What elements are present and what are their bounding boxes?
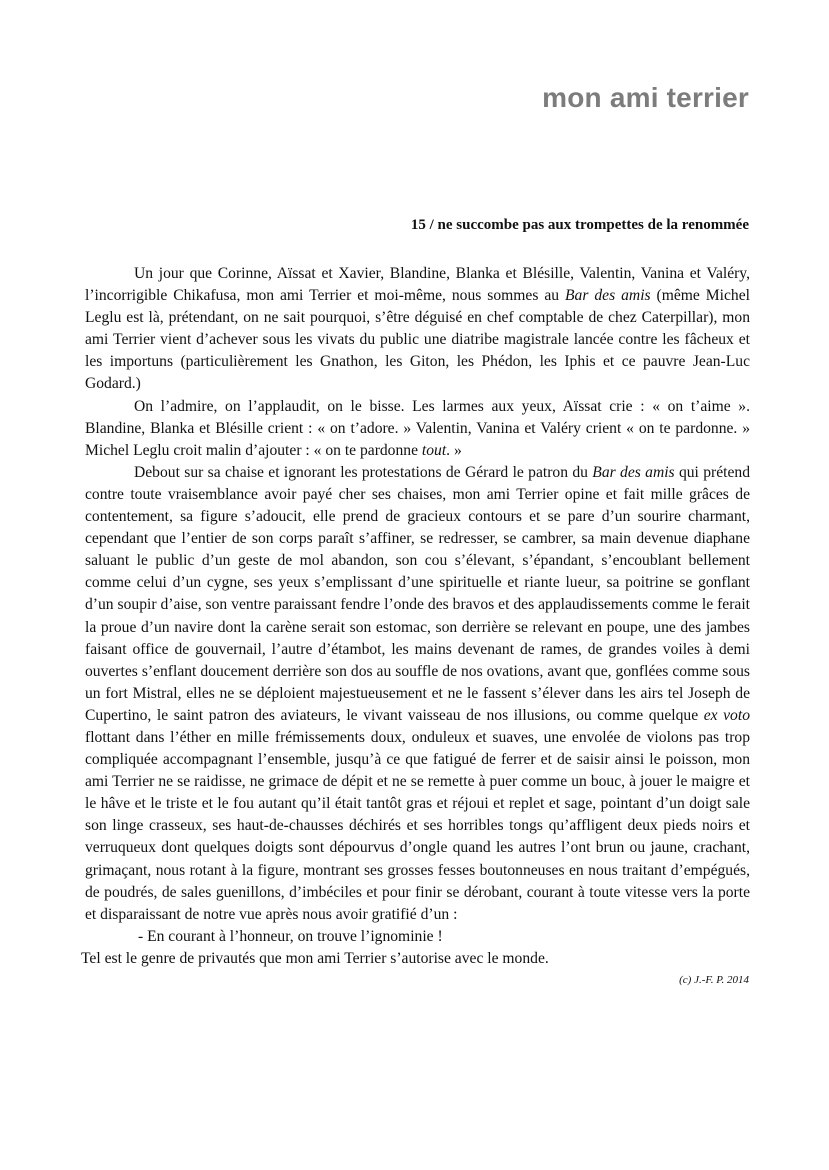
paragraph-3-text-b: qui prétend contre toute vraisemblance avoir payé cher ses chaises, mon ami Terrier opine et fait mille grâces de contentement, sa figure s’adoucit, elle prend de gracieux contours et se pare d’un sourire charmant, cependant que l’entier de son corps paraît s’affiner, se redresser, se cambrer, sa main devenue diaphane saluant le public d’un geste de mol abandon, son cou s’élevant, s’épandant, s’encoublant bellement comme celui d’un cygne, ses yeux s’emplissant d’une spirituelle et riante lueur, sa poitrine se gonflant d’un soupir d’aise, son ventre paraissant fendre l’onde des bravos et des applaudissements comme le ferait la proue d’un navire dont la carène serait son estomac, son derrière se relevant en poupe, une des jambes faisant office de gouvernail, l’autre d’étambot, les mains devenant de rames, de grandes voiles à demi ouvertes s’enflant doucement derrière son dos au souffle de nos ovations, avant que, gonflées comme sous un fort Mistral, elles ne se déploient majestueusement et ne le fassent s’élever dans les airs tel Joseph de Cupertino, le saint patron des aviateurs, le vivant vaisseau de nos illusions, ou comme quelque	[85, 463, 750, 724]
paragraph-2	[85, 396, 750, 462]
paragraph-2-emphasis: tout	[421, 441, 447, 459]
paragraph-2-text-b: . »	[446, 441, 462, 459]
paragraph-1-text-a: Un jour que Corinne, Aïssat et Xavier, Blandine, Blanka et Blésille, Valentin, Vanina et Valéry, l’incorrigible Chikafusa, mon ami Terrier et moi-même, nous sommes au	[85, 265, 750, 305]
quote-line: - En courant à l’honneur, on trouve l’ignominie !	[138, 927, 443, 945]
paragraph-3-text-a: Debout sur sa chaise et ignorant les protestations de Gérard le patron du	[134, 463, 593, 481]
paragraph-3-emphasis-1: Bar des amis	[592, 463, 675, 481]
paragraph-1-emphasis: Bar des amis	[565, 287, 651, 305]
paragraph-1	[85, 263, 750, 396]
paragraph-3	[85, 462, 750, 926]
body-text	[85, 263, 750, 948]
paragraph-1-text-b: (même Michel Leglu est là, prétendant, on ne sait pourquoi, s’être déguisé en chef comptable de chez Caterpillar), mon ami Terrier vient d’achever sous les vivats du public une diatribe magistrale lancée contre les fâcheux et les importuns (particulièrement les Gnathon, les Giton, les Phédon, les Iphis et ce pauvre Jean-Luc Godard.)	[85, 287, 750, 393]
paragraph-3-emphasis-2: ex voto	[703, 706, 750, 724]
paragraph-3-text-c: flottant dans l’éther en mille frémissements doux, onduleux et suaves, une envolée de violons pas trop compliquée accompagnant l’ensemble, jusqu’à ce que fatigué de ferrer et de saisir ainsi le poisson, mon ami Terrier ne se raidisse, ne grimace de dépit et ne se remette à puer comme un bouc, à jouer le maigre et le hâve et le triste et le fou autant qu’il était tantôt gras et réjoui et replet et sage, pointant d’un doigt sale son linge crasseux, ses haut-de-chausses déchirés et ses horribles tongs qu’affligent deux pieds noirs et verruqueux dont quelques doigts sont dépourvus d’ongle quand les autres l’ont brun ou jaune, crachant, grimaçant, nous rotant à la figure, montrant ses grosses fesses boutonneuses en nous traitant d’empégués, de poudrés, de sales guenillons, d’imbéciles et pour finir se dérobant, courant à toute vitesse vers la porte et disparaissant de notre vue après nous avoir gratifié d’un :	[85, 728, 750, 923]
paragraph-2-text-a: On l’admire, on l’applaudit, on le bisse. Les larmes aux yeux, Aïssat crie : « on t’aime ». Blandine, Blanka et Blésille crient : « on t’adore. » Valentin, Vanina et Valéry crient « on te pardonne. » Michel Leglu croit malin d’ajouter : « on te pardonne	[85, 397, 750, 459]
closing-line: Tel est le genre de privautés que mon ami Terrier s’autorise avec le monde.	[81, 950, 549, 967]
page-title: mon ami terrier	[542, 82, 749, 113]
copyright-notice: (c) J.-F. P. 2014	[679, 974, 749, 986]
chapter-heading: 15 / ne succombe pas aux trompettes de la renommée	[410, 217, 749, 233]
